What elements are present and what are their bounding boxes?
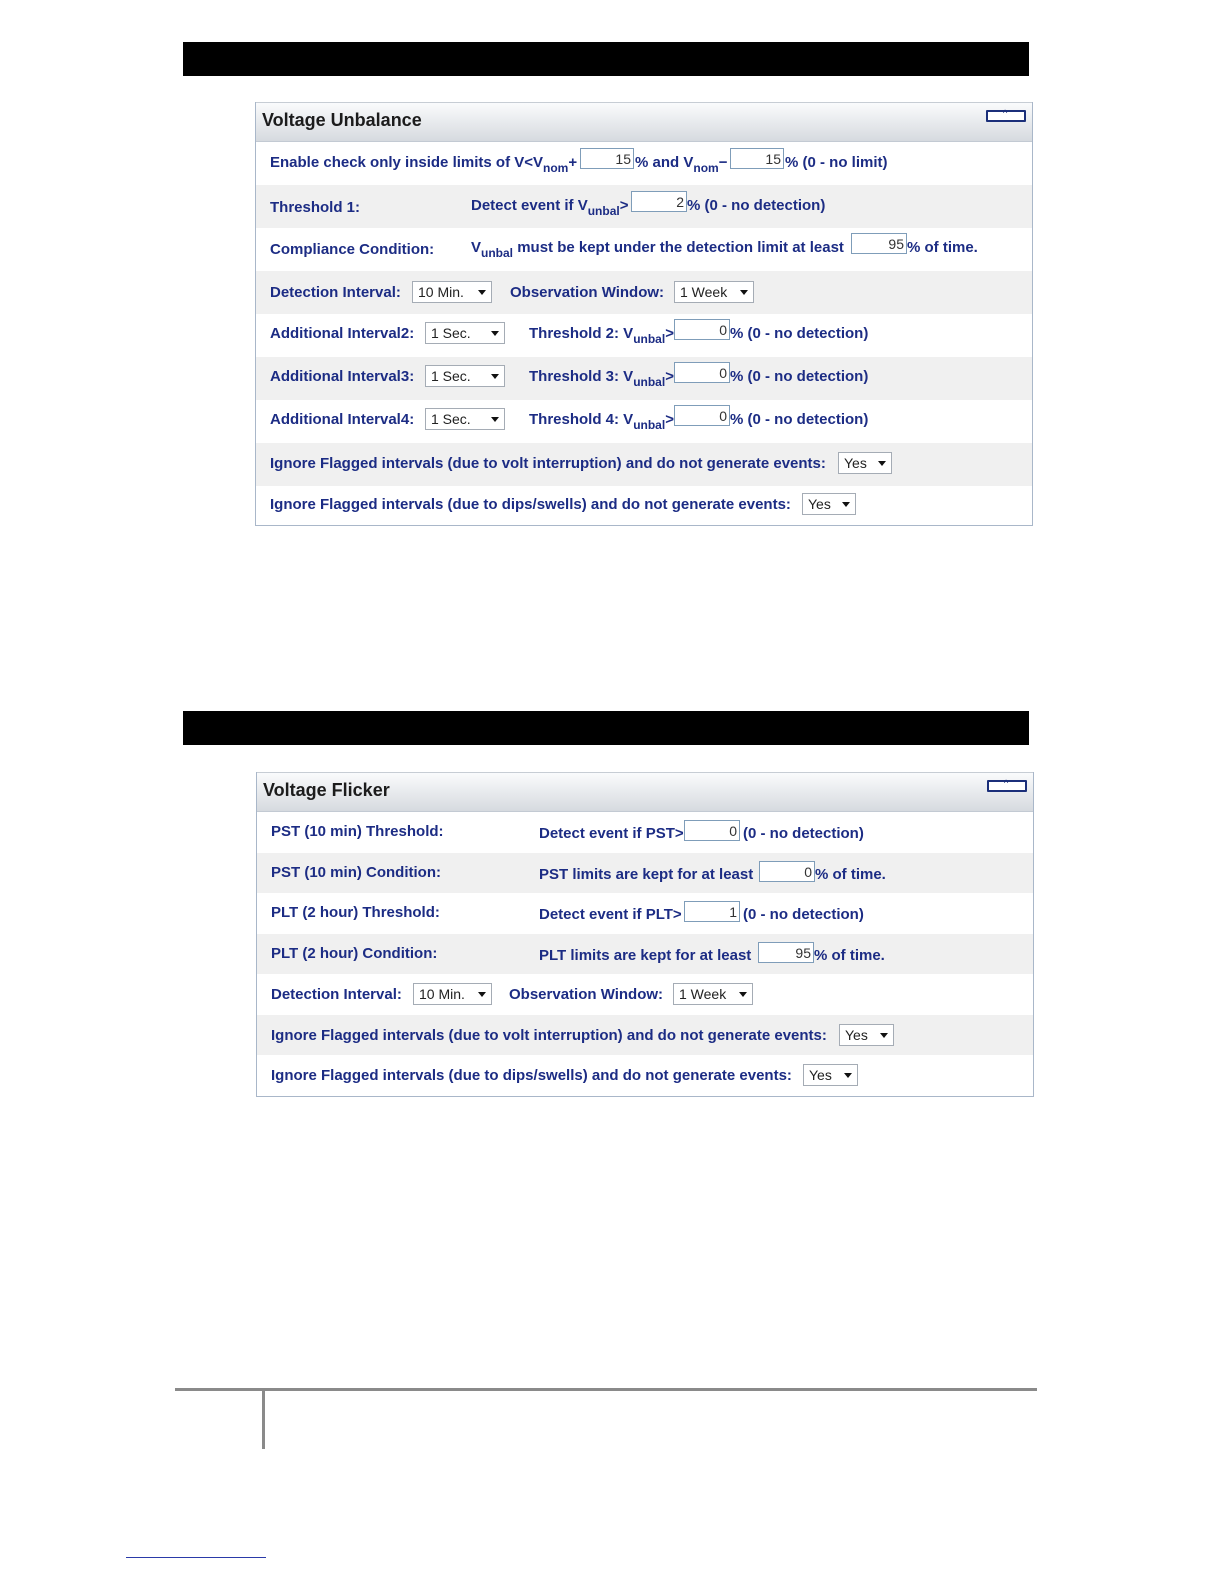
collapse-button[interactable]	[986, 110, 1026, 122]
detection-interval-row	[257, 974, 1033, 1015]
threshold4-input[interactable]: 0	[674, 405, 730, 426]
footer-vertical-divider	[262, 1391, 265, 1449]
plt-threshold-row	[257, 893, 1033, 934]
pst-threshold-row	[257, 812, 1033, 853]
plt-threshold-input[interactable]: 1	[684, 901, 740, 922]
ignore-dips-row	[257, 1055, 1033, 1096]
pst-condition-input[interactable]: 0	[759, 861, 815, 882]
plt-condition-row	[257, 934, 1033, 975]
vnom-plus-input[interactable]: 15	[580, 148, 634, 169]
chevron-down-icon	[478, 992, 486, 997]
no-detection-label: (0 - no detection)	[743, 825, 864, 842]
voltage-flicker-panel	[256, 772, 1034, 1097]
chevron-down-icon	[739, 992, 747, 997]
vnom-minus-input[interactable]: 15	[730, 148, 784, 169]
chevron-down-icon	[491, 374, 499, 379]
threshold2-label: Threshold 2: $V_{unbal}>$	[529, 325, 674, 346]
footer-divider	[175, 1388, 1037, 1391]
additional-interval4-label: Additional Interval4:	[270, 411, 415, 428]
chevron-down-icon	[491, 417, 499, 422]
no-detection-label: % (0 - no detection)	[730, 368, 869, 385]
enable-limits-label: Enable check only inside limits of $V<V_{nom}+$	[270, 154, 578, 175]
pst-condition-row	[257, 853, 1033, 894]
ignore-volt-select[interactable]: Yes	[838, 452, 892, 474]
of-time-label: % of time.	[814, 946, 885, 964]
pst-detect-label: Detect event if PST>	[539, 825, 684, 842]
compliance-label: Compliance Condition:	[270, 241, 435, 258]
detection-interval-select[interactable]: 10 Min.	[412, 281, 492, 303]
no-detection-label: % (0 - no detection)	[730, 325, 869, 342]
pst-threshold-input[interactable]: 0	[684, 820, 740, 841]
no-detection-label: % (0 - no detection)	[687, 197, 826, 214]
pst-threshold-label: PST (10 min) Threshold:	[271, 823, 444, 840]
threshold3-label: Threshold 3: $V_{unbal}>$	[529, 368, 674, 389]
chevron-down-icon	[880, 1033, 888, 1038]
pst-condition-label: PST (10 min) Condition:	[271, 863, 441, 881]
threshold1-label: Threshold 1:	[270, 199, 361, 216]
and-vnom-label: % and $V_{nom}-$	[635, 154, 728, 175]
no-detection-label: % (0 - no detection)	[730, 411, 869, 428]
panel-header	[257, 772, 1033, 812]
no-detection-label: (0 - no detection)	[743, 906, 864, 923]
collapse-button[interactable]	[987, 780, 1027, 792]
compliance-input[interactable]: 95	[851, 233, 907, 254]
ignore-volt-row	[257, 1015, 1033, 1056]
chevron-down-icon	[878, 461, 886, 466]
footer-link-underline	[126, 1557, 266, 1558]
ignore-volt-row	[256, 443, 1032, 486]
plt-condition-label: PLT (2 hour) Condition:	[271, 944, 438, 962]
detection-interval-label: Detection Interval:	[271, 986, 402, 1003]
ignore-volt-label: Ignore Flagged intervals (due to volt interruption) and do not generate events:	[271, 1026, 827, 1044]
threshold3-input[interactable]: 0	[674, 362, 730, 383]
ignore-volt-select[interactable]: Yes	[839, 1024, 894, 1046]
compliance-text: $V_{unbal}$ must be kept under the detection limit at least	[471, 239, 844, 260]
no-limit-label: % (0 - no limit)	[785, 154, 888, 171]
chevron-up-icon: ^	[1004, 778, 1009, 788]
additional-interval4-row	[256, 400, 1032, 443]
observation-window-select[interactable]: 1 Week	[673, 983, 753, 1005]
ignore-dips-label: Ignore Flagged intervals (due to dips/swells) and do not generate events:	[271, 1067, 792, 1084]
threshold1-input[interactable]: 2	[631, 191, 687, 212]
plt-detect-label: Detect event if PLT>	[539, 906, 682, 923]
section-header-bar	[183, 42, 1029, 76]
chevron-down-icon	[491, 331, 499, 336]
additional-interval2-row	[256, 314, 1032, 357]
additional-interval3-row	[256, 357, 1032, 400]
plt-condition-input[interactable]: 95	[758, 942, 814, 963]
plt-kept-label: PLT limits are kept for at least	[539, 946, 752, 964]
panel-title: Voltage Flicker	[263, 780, 390, 800]
detection-interval-row	[256, 271, 1032, 314]
pst-kept-label: PST limits are kept for at least	[539, 865, 754, 883]
detection-interval-label: Detection Interval:	[270, 284, 401, 301]
panel-title: Voltage Unbalance	[262, 110, 422, 130]
observation-window-label: Observation Window:	[509, 986, 664, 1003]
observation-window-label: Observation Window:	[510, 284, 665, 301]
ignore-dips-select[interactable]: Yes	[802, 493, 856, 515]
threshold1-row	[256, 185, 1032, 228]
ignore-dips-select[interactable]: Yes	[803, 1064, 858, 1086]
plt-threshold-label: PLT (2 hour) Threshold:	[271, 904, 440, 921]
chevron-down-icon	[844, 1073, 852, 1078]
chevron-up-icon: ^	[1003, 108, 1008, 118]
threshold4-label: Threshold 4: $V_{unbal}>$	[529, 411, 674, 432]
additional-interval2-select[interactable]: 1 Sec.	[425, 322, 505, 344]
chevron-down-icon	[842, 502, 850, 507]
of-time-label: % of time.	[815, 865, 886, 883]
panel-header	[256, 102, 1032, 142]
ignore-volt-label: Ignore Flagged intervals (due to volt interruption) and do not generate events:	[270, 455, 826, 472]
additional-interval4-select[interactable]: 1 Sec.	[425, 408, 505, 430]
detection-interval-select[interactable]: 10 Min.	[413, 983, 492, 1005]
compliance-row	[256, 228, 1032, 271]
detect-event-label: Detect event if $V_{unbal}>$	[471, 197, 629, 218]
threshold2-input[interactable]: 0	[674, 319, 730, 340]
enable-limits-row	[256, 142, 1032, 185]
voltage-unbalance-panel	[255, 102, 1033, 526]
additional-interval2-label: Additional Interval2:	[270, 325, 415, 342]
chevron-down-icon	[740, 290, 748, 295]
of-time-label: % of time.	[907, 239, 978, 256]
additional-interval3-label: Additional Interval3:	[270, 368, 415, 385]
ignore-dips-row	[256, 486, 1032, 525]
chevron-down-icon	[478, 290, 486, 295]
observation-window-select[interactable]: 1 Week	[674, 281, 754, 303]
additional-interval3-select[interactable]: 1 Sec.	[425, 365, 505, 387]
section-header-bar	[183, 711, 1029, 745]
ignore-dips-label: Ignore Flagged intervals (due to dips/swells) and do not generate events:	[270, 496, 791, 513]
